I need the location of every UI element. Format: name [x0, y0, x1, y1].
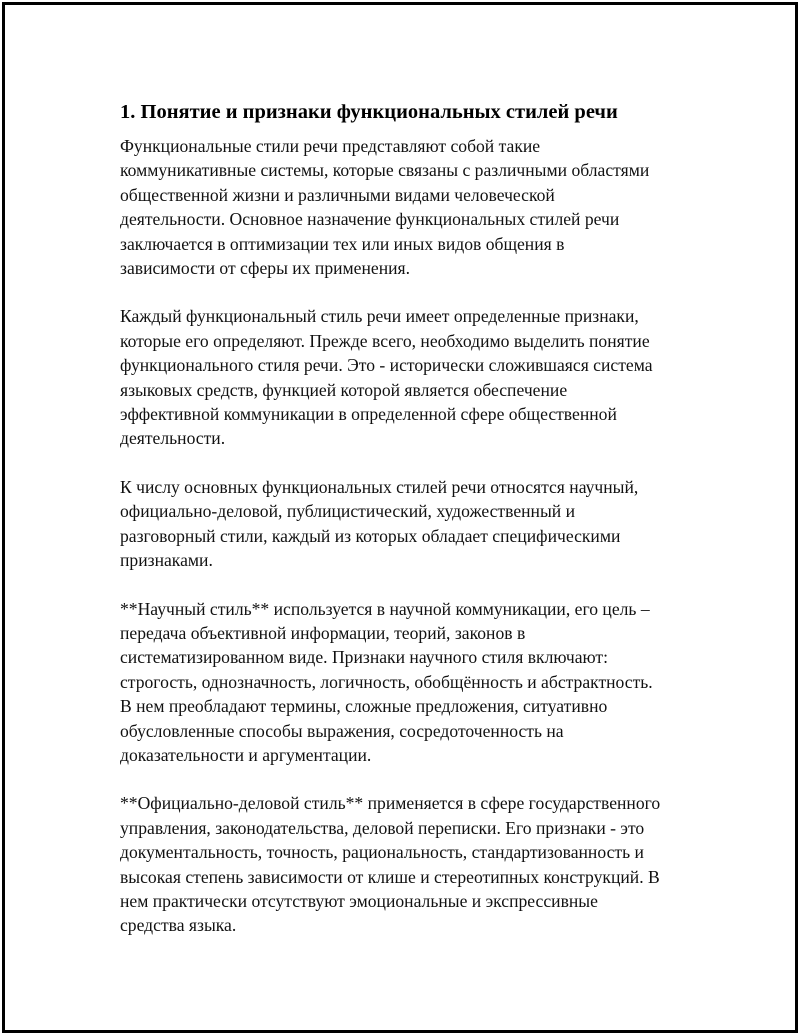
paragraph-official-style: [120, 791, 705, 937]
text-line: передача объективной информации, теорий, законов в: [120, 622, 526, 643]
text-line: доказательности и аргументации.: [120, 744, 372, 765]
text-line: официально-деловой, публицистический, художественный и: [120, 501, 576, 522]
text-line: **Официально-деловой стиль** применяется в сфере государственного: [120, 793, 661, 814]
paragraph-intro: [120, 134, 705, 280]
text-line: Каждый функциональный стиль речи имеет определенные признаки,: [120, 306, 639, 327]
text-line: функционального стиля речи. Это - исторически сложившаяся система: [120, 355, 653, 376]
text-line: общественной жизни и различными видами человеческой: [120, 184, 555, 205]
text-line: зависимости от сферы их применения.: [120, 258, 411, 279]
text-line: деятельности. Основное назначение функциональных стилей речи: [120, 209, 620, 230]
text-line: обусловленные способы выражения, сосредоточенность на: [120, 720, 564, 741]
text-line: К числу основных функциональных стилей речи относятся научный,: [120, 476, 639, 497]
text-line: признаками.: [120, 550, 213, 571]
text-line: систематизированном виде. Признаки научного стиля включают:: [120, 647, 609, 668]
text-line: разговорный стили, каждый из которых обладает специфическими: [120, 525, 621, 546]
text-line: деятельности.: [120, 428, 226, 449]
text-line: нем практически отсутствуют эмоциональные и экспрессивные: [120, 890, 598, 911]
text-line: которые его определяют. Прежде всего, необходимо выделить понятие: [120, 330, 650, 351]
paragraph-features: [120, 304, 705, 450]
text-line: строгость, однозначность, логичность, обобщённость и абстрактность.: [120, 671, 653, 692]
section-heading: 1. Понятие и признаки функциональных стилей речи: [120, 101, 618, 123]
paragraph-styles-list: [120, 475, 705, 573]
paragraph-scientific-style: [120, 597, 705, 768]
text-line: управления, законодательства, деловой переписки. Его признаки - это: [120, 817, 645, 838]
text-line: средства языка.: [120, 915, 237, 936]
text-line: коммуникативные системы, которые связаны с различными областями: [120, 160, 650, 181]
text-line: высокая степень зависимости от клише и стереотипных конструкций. В: [120, 866, 660, 887]
text-line: документальность, точность, рациональность, стандартизованность и: [120, 842, 644, 863]
text-line: **Научный стиль** используется в научной коммуникации, его цель –: [120, 598, 650, 619]
page-frame: [2, 2, 798, 1033]
text-line: Функциональные стили речи представляют собой такие: [120, 136, 541, 156]
document-body: [120, 98, 705, 962]
text-line: эффективной коммуникации в определенной сфере общественной: [120, 404, 617, 425]
text-line: В нем преобладают термины, сложные предложения, ситуативно: [120, 696, 608, 717]
text-line: заключается в оптимизации тех или иных видов общения в: [120, 233, 565, 254]
text-line: языковых средств, функцией которой является обеспечение: [120, 379, 568, 400]
